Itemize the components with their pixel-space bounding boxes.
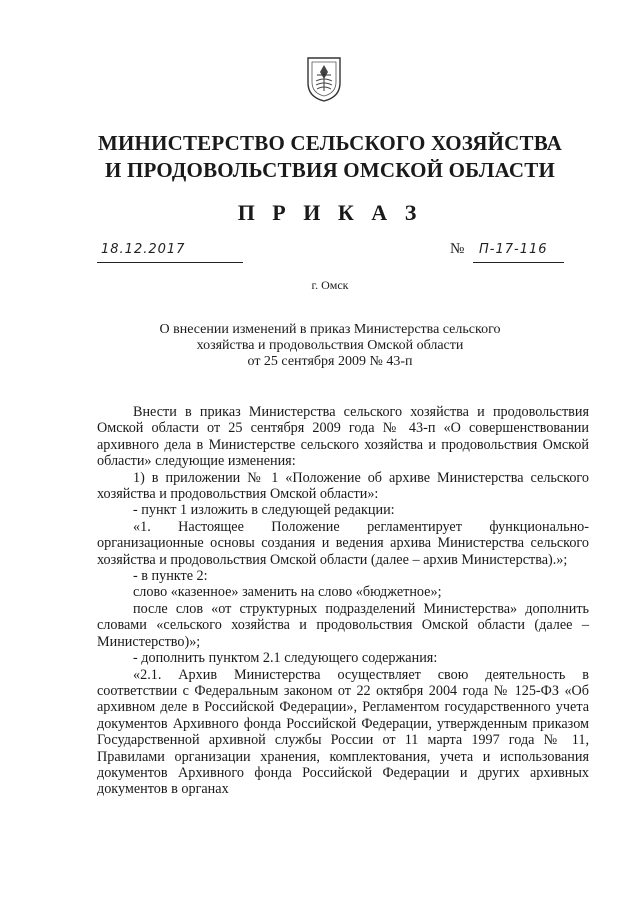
order-number: П-17-116: [473, 242, 564, 263]
paragraph-5: - в пункте 2:: [133, 568, 208, 585]
ministry-line-1: МИНИСТЕРСТВО СЕЛЬСКОГО ХОЗЯЙСТВА: [97, 131, 563, 155]
ministry-line-2: И ПРОДОВОЛЬСТВИЯ ОМСКОЙ ОБЛАСТИ: [104, 158, 556, 182]
order-number-label: №: [450, 241, 465, 257]
paragraph-6: слово «казенное» заменить на слово «бюджетное»;: [133, 584, 442, 601]
paragraph-4: «1. Настоящее Положение регламентирует функционально-организационные основы создания и ведения архива Министерства сельского хозяйства и продовольствия Омской области (далее – архив Министерства).»;: [97, 518, 589, 568]
subject-line-2: хозяйства и продовольствия Омской области: [196, 338, 464, 353]
paragraph-7: после слов «от структурных подразделений Министерства» дополнить словами «сельского хозяйства и продовольствия Омской области (далее – Министерство)»;: [97, 600, 589, 650]
paragraph-2: 1) в приложении № 1 «Положение об архиве Министерства сельского хозяйства и продовольствия Омской области»:: [97, 469, 589, 503]
subject-line-1: О внесении изменений в приказ Министерства сельского: [159, 322, 501, 337]
order-body: [97, 404, 589, 798]
order-subject: [120, 322, 540, 370]
order-title: П Р И К А З: [237, 200, 423, 225]
subject-line-3: от 25 сентября 2009 № 43-п: [247, 354, 413, 369]
order-date: 18.12.2017: [97, 242, 243, 263]
paragraph-9: «2.1. Архив Министерства осуществляет свою деятельность в соответствии с Федеральным законом от 22 октября 2004 года № 125-ФЗ «Об архивном деле в Российской Федерации», Регламентом государственного учета документов Архивного фонда Российской Федерации, утвержденным приказом Государственной архивной службы России от 11 марта 1997 года № 11, Правилами организации хранения, комплектования, учета и использования документов Архивного фонда Российской Федерации и других архивных документов в органах: [97, 666, 589, 798]
coat-of-arms-emblem: [305, 55, 343, 103]
paragraph-1: Внести в приказ Министерства сельского хозяйства и продовольствия Омской области от 25 сентября 2009 года № 43-п «О совершенствовании архивного дела в Министерстве сельского хозяйства и продовольствия Омской области» следующие изменения:: [97, 404, 589, 470]
city: г. Омск: [311, 278, 349, 292]
paragraph-3: - пункт 1 изложить в следующей редакции:: [133, 502, 395, 519]
paragraph-8: - дополнить пунктом 2.1 следующего содержания:: [133, 650, 438, 667]
ministry-name: [60, 130, 600, 184]
